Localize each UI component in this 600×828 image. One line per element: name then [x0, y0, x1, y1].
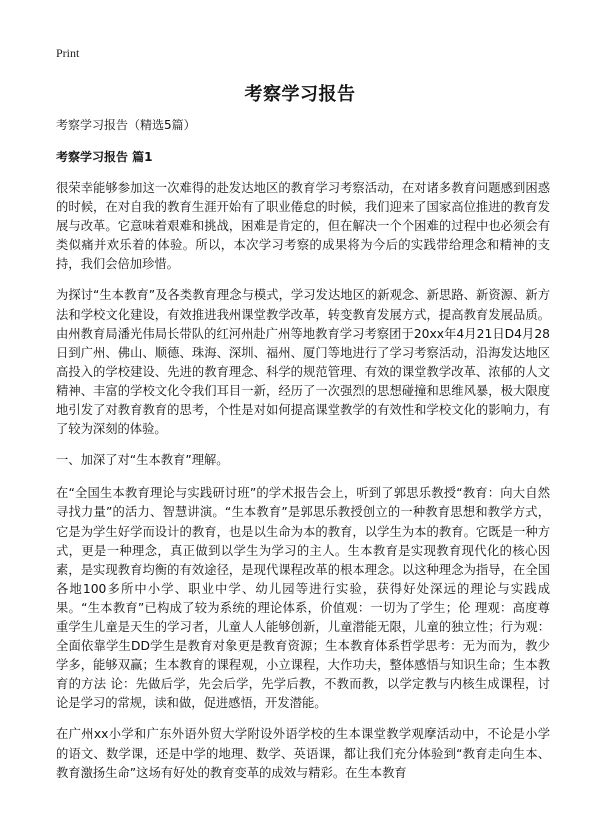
section-heading: 考察学习报告 篇1	[56, 150, 153, 164]
paragraph-background: 为探讨“生本教育”及各类教育理念与模式，学习发达地区的新观念、新思路、新资源、新方法和学校文化建设，有效推进我州课堂教学改革，转变教育发展方式，提高教育发展品质。由州教育局潘光伟局长带队的红河州赴广州等地教育学习考察团于20xx年4月21日D4月28日到广州、佛山、顺德、珠海、深圳、福州、厦门等地进行了学习考察活动，沿海发达地区高投入的学校建设、先进的教育理念、科学的规范管理、有效的课堂教学改革、浓郁的人文精神、丰富的学校文化令我们耳目一新，经历了一次强烈的思想碰撞和思维风暴，极大限度地引发了对教育教育的思考，个性是对如何提高课堂教学的有效性和学校文化的影响力，有了较为深刻的体验。	[56, 288, 550, 437]
paragraph-intro: 很荣幸能够参加这一次难得的赴发达地区的教育学习考察活动，在对诸多教育问题感到困惑的时候，在对自我的教育生涯开始有了职业倦怠的时候，我们迎来了国家高位推进的教育发展与改革。它意味着艰难和挑战，困难是肯定的，但在解决一个个困难的过程中也必须会有类似痛并欢乐着的体验。所以，本次学习考察的成果将为今后的实践带给理念和精神的支持，我们会倍加珍惜。	[56, 181, 550, 272]
paragraph-shengben-education: 在“全国生本教育理论与实践研讨班”的学术报告会上，听到了郭思乐教授“教育：向大自然寻找力量”的活力、智慧讲演。“生本教育”是郭思乐教授创立的一种教育思想和教学方式，它是为学生好学而设计的教育，也是以生命为本的教育，以学生为本的教育。它既是一种方式，更是一种理念，真正做到以学生为学习的主人。生本教育是实现教育现代化的核心因素，是实现教育均衡的有效途径，是现代课程改革的根本理念。以这种理念为指导，在全国各地100多所中小学、职业中学、幼儿园等进行实验，获得好处深远的理论与实践成果。“生本教育”已构成了较为系统的理论体系，价值观：一切为了学生；伦 理观：高度尊重学生儿童是天生的学习者，儿童人人能够创新，儿童潜能无限，儿童的独立性；行为观：全面依靠学生DD学生是教育对象更是教育资源；生本教育体系哲学思考：无为而为，教少学多，能够双赢；生本教育的课程观，小立课程，大作功夫，整体感悟与知识生命；生本教育的方法 论：先做后学，先会后学，先学后教，不教而教，以学定教与内核生成课程，讨论是学习的常规，读和做，促进感悟，开发潜能。	[56, 486, 550, 711]
document-body	[56, 115, 550, 795]
document-title: 考察学习报告	[244, 84, 356, 105]
print-link[interactable]: Print	[56, 46, 80, 60]
paragraph-observation: 在广州xx小学和广东外语外贸大学附设外语学校的生本课堂教学观摩活动中，不论是小学的语文、数学课，还是中学的地理、数学、英语课，都让我们充分体验到“教育走向生本、教育激扬生命”这场有好处的教育变革的成效与精彩。在生本教育	[56, 727, 550, 780]
subsection-heading: 一、加深了对“生本教育”理解。	[56, 453, 229, 468]
document-subtitle: 考察学习报告（精选5篇）	[56, 118, 196, 132]
